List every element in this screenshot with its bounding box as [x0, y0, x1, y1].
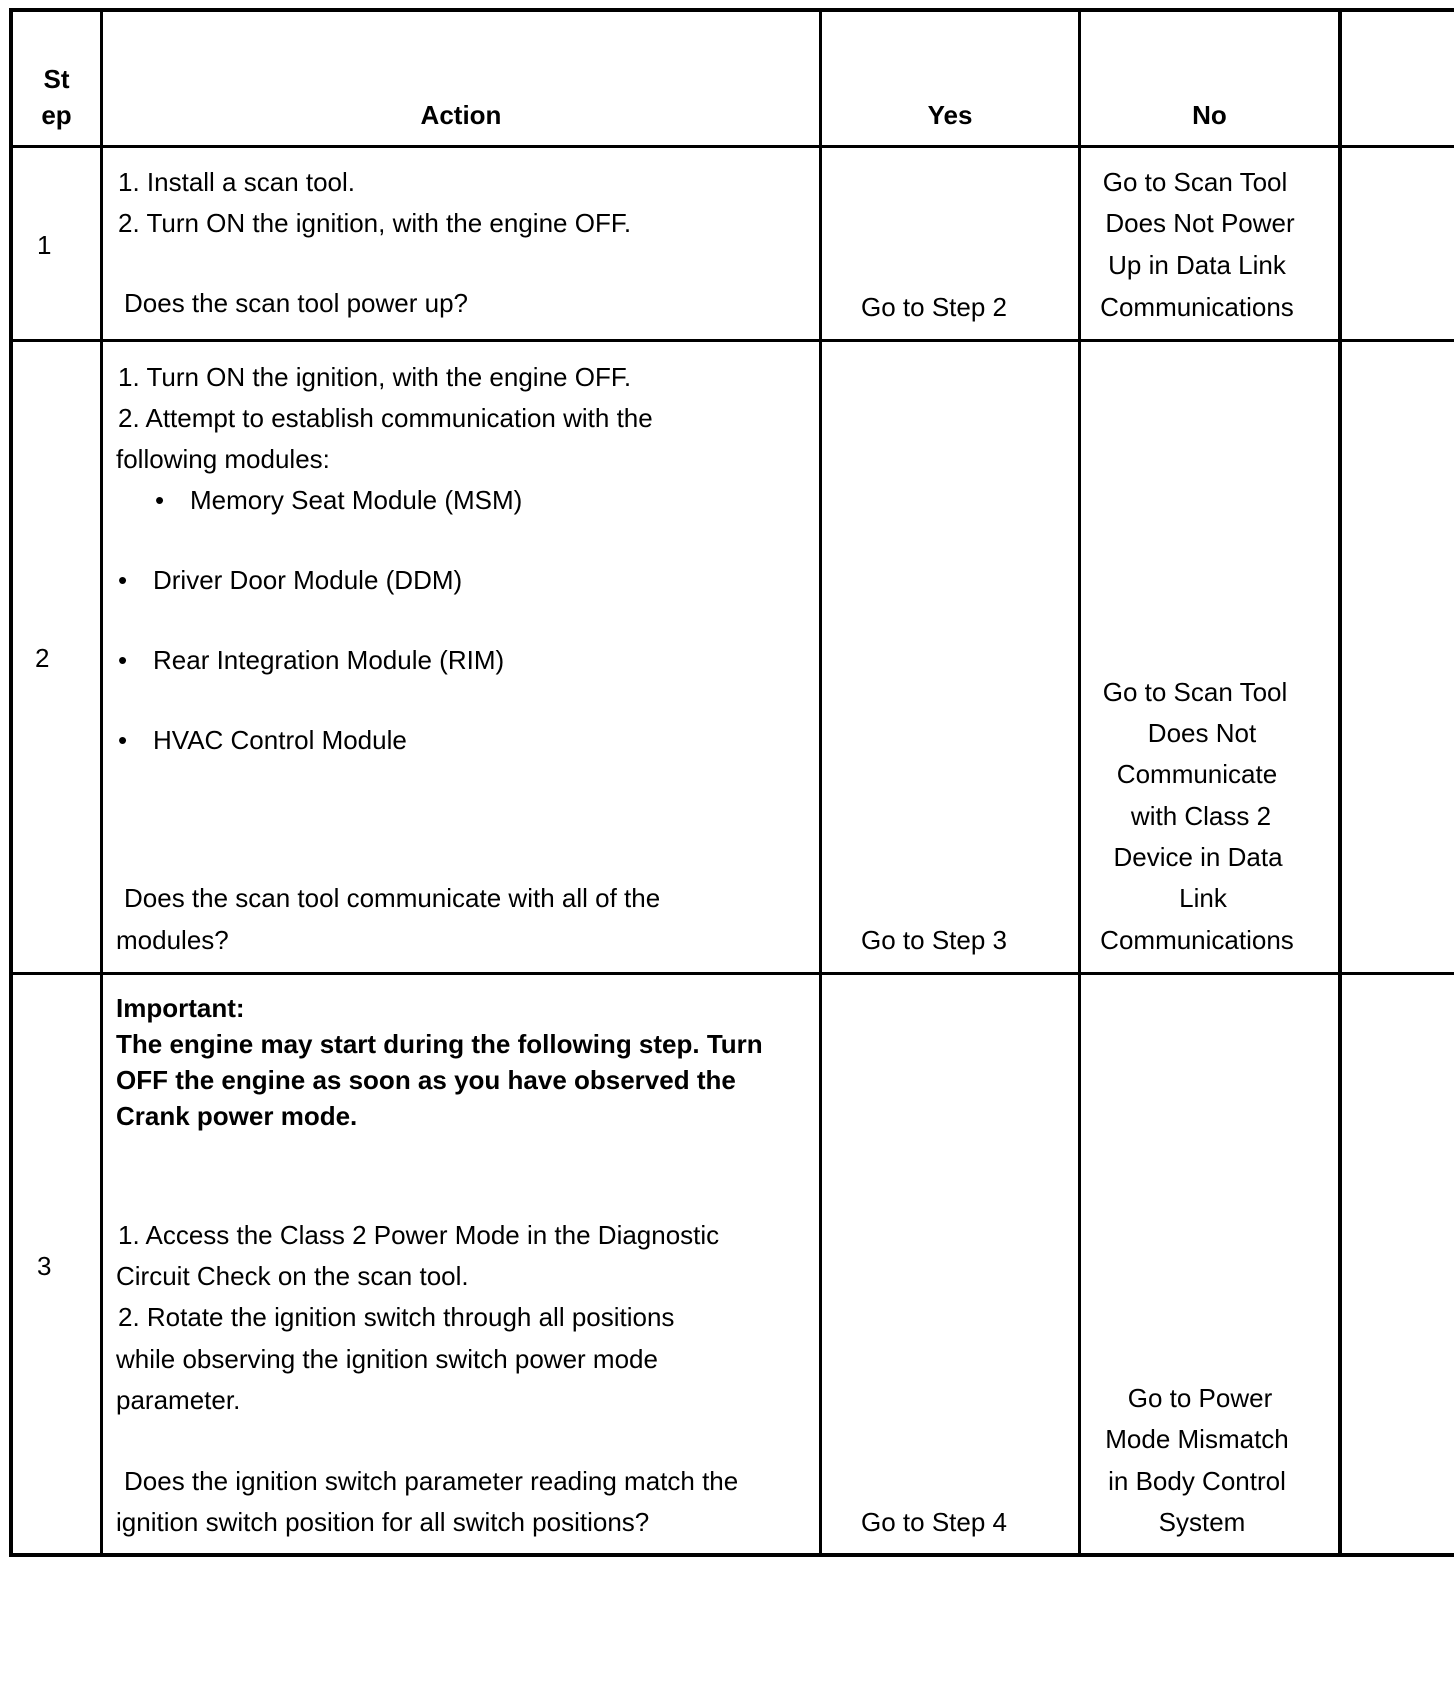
- step-number: 3: [37, 1251, 52, 1281]
- action-line: while observing the ignition switch power mode: [116, 1344, 658, 1374]
- table-border-bottom: [9, 1553, 1454, 1557]
- no-cell-line: Device in Data: [1113, 842, 1283, 872]
- no-cell-line: Go to Scan Tool: [1102, 677, 1288, 707]
- question-text: Does the scan tool power up?: [124, 288, 468, 318]
- header-step-line2: ep: [41, 100, 72, 130]
- question-text: modules?: [116, 925, 229, 955]
- action-line: parameter.: [116, 1385, 241, 1415]
- no-cell-line: Mode Mismatch: [1105, 1424, 1289, 1454]
- question-text: Does the ignition switch parameter reading match the: [124, 1466, 739, 1496]
- action-line: 2. Attempt to establish communication with the: [118, 403, 653, 433]
- bullet-icon: •: [155, 485, 165, 515]
- step-number: 1: [37, 230, 52, 260]
- bullet-icon: •: [118, 725, 128, 755]
- no-cell-line: with Class 2: [1130, 801, 1272, 831]
- row-divider-2: [9, 972, 1454, 975]
- header-no: No: [1192, 100, 1227, 130]
- action-line: 1. Install a scan tool.: [118, 167, 356, 197]
- question-text: ignition switch position for all switch positions?: [116, 1507, 650, 1537]
- no-cell-line: Go to Scan Tool: [1102, 167, 1288, 197]
- header-action: Action: [420, 100, 502, 130]
- no-cell-line: Go to Power: [1127, 1383, 1273, 1413]
- no-cell-line: Communicate: [1116, 759, 1278, 789]
- no-cell-line: Does Not: [1147, 718, 1257, 748]
- bullet-icon: •: [118, 645, 128, 675]
- module-list-item: Memory Seat Module (MSM): [190, 485, 523, 515]
- no-cell-line: Communications: [1100, 925, 1294, 955]
- header-step-line1: St: [43, 64, 70, 94]
- table-border-right: [1338, 8, 1342, 1557]
- action-line: 1. Turn ON the ignition, with the engine OFF.: [118, 362, 632, 392]
- important-text: The engine may start during the following step. Turn: [116, 1029, 763, 1059]
- action-line: Circuit Check on the scan tool.: [116, 1261, 469, 1291]
- no-cell-line: Does Not Power: [1105, 208, 1295, 238]
- module-list-item: Rear Integration Module (RIM): [153, 645, 505, 675]
- header-divider: [9, 145, 1454, 148]
- col-divider-step: [100, 8, 103, 1557]
- action-line: 2. Rotate the ignition switch through all positions: [118, 1302, 675, 1332]
- question-text: Does the scan tool communicate with all of the: [124, 883, 661, 913]
- no-cell-line: Communications: [1100, 292, 1294, 322]
- yes-cell: Go to Step 4: [861, 1507, 1007, 1537]
- action-line: 2. Turn ON the ignition, with the engine OFF.: [118, 208, 632, 238]
- no-cell-line: in Body Control: [1108, 1466, 1286, 1496]
- action-line: 1. Access the Class 2 Power Mode in the Diagnostic: [118, 1220, 720, 1250]
- no-cell-line: System: [1158, 1507, 1246, 1537]
- important-text: OFF the engine as soon as you have observed the: [116, 1065, 736, 1095]
- module-list-item: Driver Door Module (DDM): [153, 565, 463, 595]
- row-divider-1: [9, 339, 1454, 342]
- header-yes: Yes: [927, 100, 973, 130]
- important-title: Important:: [116, 993, 245, 1023]
- table-border-left: [9, 8, 13, 1557]
- module-list-item: HVAC Control Module: [153, 725, 407, 755]
- yes-cell: Go to Step 2: [861, 292, 1007, 322]
- no-cell-line: Up in Data Link: [1108, 250, 1286, 280]
- step-number: 2: [35, 643, 50, 673]
- table-border-top: [9, 8, 1454, 12]
- col-divider-action: [819, 8, 822, 1557]
- yes-cell: Go to Step 3: [861, 925, 1007, 955]
- no-cell-line: Link: [1179, 883, 1227, 913]
- important-text: Crank power mode.: [116, 1101, 358, 1131]
- bullet-icon: •: [118, 565, 128, 595]
- action-line: following modules:: [116, 444, 330, 474]
